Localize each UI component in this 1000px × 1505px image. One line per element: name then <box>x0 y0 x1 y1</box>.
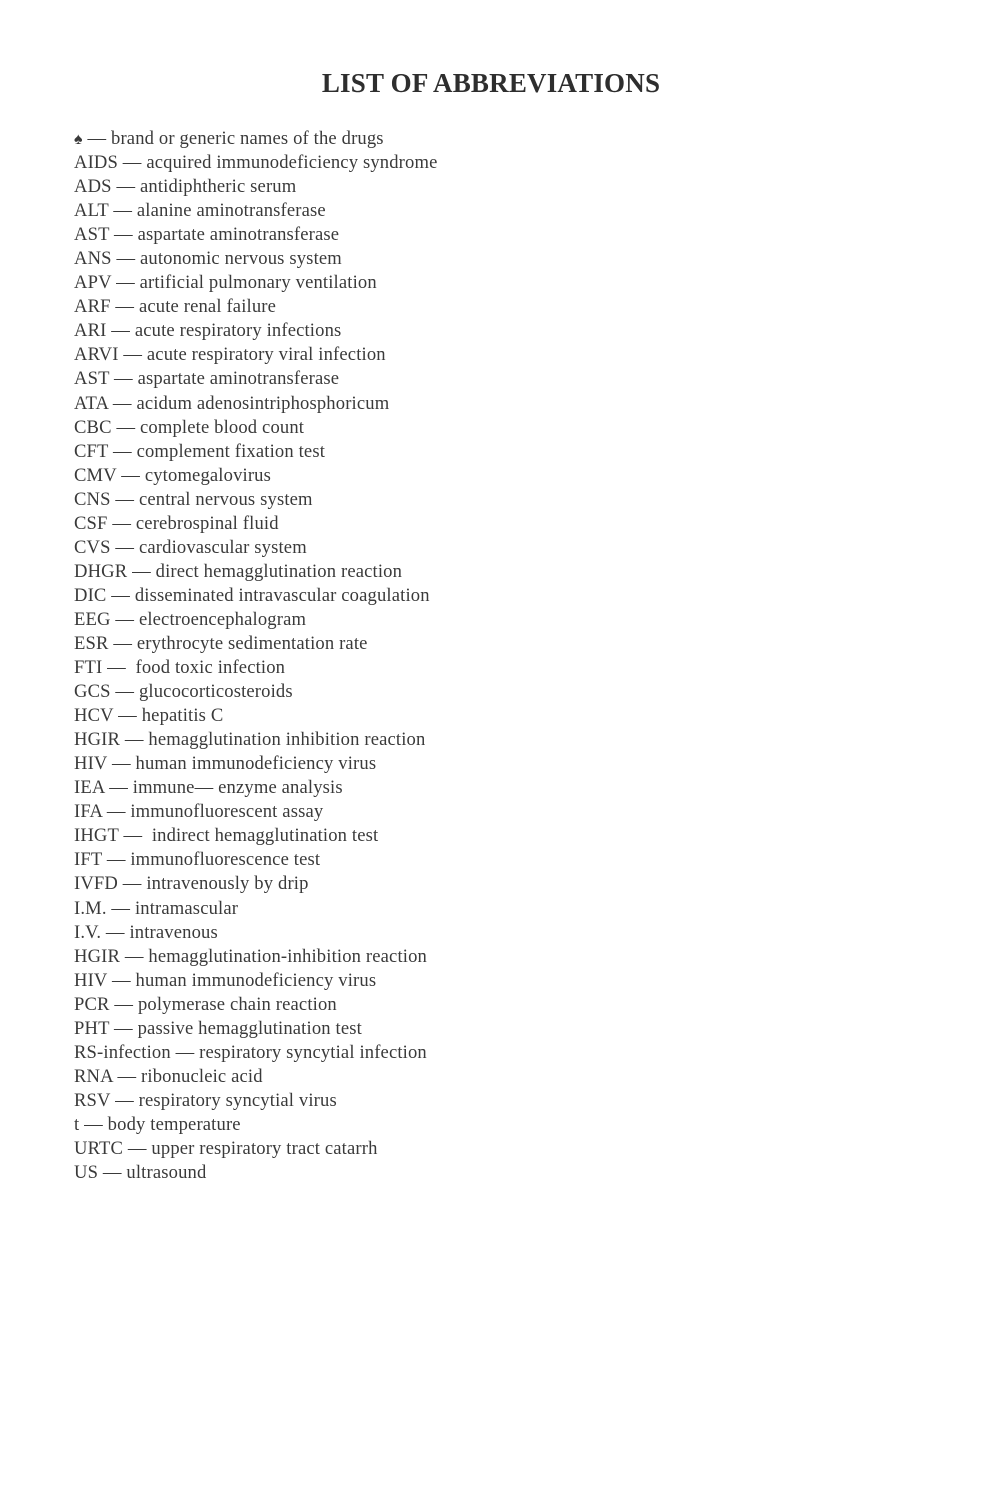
abbreviation-term: CNS <box>74 488 111 510</box>
abbreviation-entry <box>74 752 438 776</box>
abbreviation-entry <box>74 1017 438 1041</box>
dash-separator: — <box>98 1162 127 1184</box>
dash-separator: — <box>118 825 148 847</box>
dash-separator: — <box>82 128 111 149</box>
abbreviation-entry <box>74 608 438 632</box>
abbreviation-entry <box>74 199 438 223</box>
abbreviation-entry <box>74 1041 438 1065</box>
abbreviation-definition: antidiphtheric serum <box>140 176 297 198</box>
abbreviation-term: PCR <box>74 993 110 1015</box>
abbreviation-entry <box>74 993 438 1017</box>
abbreviation-entry <box>74 897 438 921</box>
abbreviation-definition: complement fixation test <box>136 440 326 462</box>
abbreviation-entry <box>74 440 438 464</box>
abbreviation-definition: intravenous <box>129 921 218 943</box>
abbreviation-entry <box>74 800 438 824</box>
abbreviation-term: IVFD <box>74 873 118 895</box>
abbreviation-definition: cardiovascular system <box>138 536 307 558</box>
abbreviation-term: CMV <box>74 464 117 486</box>
dash-separator: — <box>127 560 156 582</box>
abbreviation-entry <box>74 969 438 993</box>
abbreviation-term: HCV <box>74 705 114 727</box>
abbreviation-term: ARF <box>74 296 111 318</box>
page-title: LIST OF ABBREVIATIONS <box>321 68 661 99</box>
abbreviation-entry <box>74 872 438 896</box>
abbreviation-term: CBC <box>74 416 112 438</box>
abbreviation-entry <box>74 127 438 151</box>
abbreviation-term: ESR <box>74 632 109 654</box>
abbreviation-definition: disseminated intravascular coagulation <box>134 584 430 606</box>
abbreviation-term: DIC <box>74 584 107 606</box>
abbreviation-term: US <box>74 1162 99 1184</box>
dash-separator: — <box>107 512 136 534</box>
abbreviation-term: FTI <box>74 657 103 679</box>
abbreviation-term: HGIR <box>74 945 121 967</box>
abbreviation-definition: indirect hemagglutination test <box>147 825 379 847</box>
abbreviation-definition: direct hemagglutination reaction <box>155 560 403 582</box>
dash-separator: — <box>104 777 133 799</box>
abbreviation-definition: electroencephalogram <box>138 608 307 630</box>
abbreviation-entry <box>74 1065 438 1089</box>
abbreviation-definition: acute respiratory viral infection <box>146 344 386 366</box>
abbreviation-definition: polymerase chain reaction <box>137 993 337 1015</box>
abbreviation-entry <box>74 247 438 271</box>
abbreviation-term: CVS <box>74 536 111 558</box>
dash-separator: — <box>118 152 147 174</box>
abbreviation-definition: cerebrospinal fluid <box>135 512 279 534</box>
abbreviation-entry <box>74 704 438 728</box>
abbreviation-definition: aspartate aminotransferase <box>137 368 340 390</box>
abbreviation-definition: artificial pulmonary ventilation <box>139 272 377 294</box>
abbreviation-definition: complete blood count <box>140 416 305 438</box>
abbreviation-entry <box>74 512 438 536</box>
abbreviation-term: ADS <box>74 176 112 198</box>
abbreviation-entry <box>74 416 438 440</box>
abbreviation-definition: central nervous system <box>138 488 313 510</box>
dash-separator: — <box>110 681 139 703</box>
abbreviation-term: HIV <box>74 969 108 991</box>
abbreviation-definition: respiratory syncytial virus <box>138 1089 337 1111</box>
abbreviation-entry <box>74 295 438 319</box>
abbreviation-term: RS-infection <box>74 1041 171 1063</box>
dash-separator: — <box>107 969 136 991</box>
dash-separator: — <box>101 921 130 943</box>
abbreviation-term: GCS <box>74 681 111 703</box>
abbreviation-term: I.M. <box>74 897 107 919</box>
abbreviation-term: ARVI <box>74 344 119 366</box>
abbreviation-entry <box>74 151 438 175</box>
dash-separator: — <box>109 993 138 1015</box>
abbreviation-definition: human immunodeficiency virus <box>135 969 377 991</box>
dash-separator: — <box>109 1017 138 1039</box>
abbreviation-entry <box>74 632 438 656</box>
abbreviation-term: AST <box>74 224 110 246</box>
abbreviation-list <box>74 127 438 1185</box>
dash-separator: — <box>112 1065 142 1087</box>
abbreviation-term: IFA <box>74 801 103 823</box>
abbreviation-definition: food toxic infection <box>130 657 286 679</box>
dash-separator: — <box>116 464 145 486</box>
dash-separator: — <box>108 440 137 462</box>
dash-separator: — <box>108 632 137 654</box>
dash-separator: — <box>102 801 131 823</box>
abbreviation-term: AIDS <box>74 152 118 174</box>
abbreviation-entry <box>74 223 438 247</box>
abbreviation-definition: glucocorticosteroids <box>138 681 293 703</box>
abbreviation-definition: aspartate aminotransferase <box>137 224 340 246</box>
abbreviation-term: PHT <box>74 1017 110 1039</box>
abbreviation-term: HIV <box>74 753 108 775</box>
abbreviation-term: IFT <box>74 849 103 871</box>
dash-separator: — <box>170 1041 200 1063</box>
abbreviation-definition: hemagglutination inhibition reaction <box>148 729 426 751</box>
abbreviation-entry <box>74 319 438 343</box>
abbreviation-term: EEG <box>74 608 111 630</box>
abbreviation-term: CSF <box>74 512 108 534</box>
abbreviation-definition: hepatitis C <box>141 705 224 727</box>
abbreviation-definition: brand or generic names of the drugs <box>111 128 384 149</box>
dash-separator: — <box>113 705 142 727</box>
dash-separator: — <box>123 1137 152 1159</box>
abbreviation-entry <box>74 680 438 704</box>
abbreviation-definition: passive hemagglutination test <box>137 1017 362 1039</box>
abbreviation-definition: intramascular <box>134 897 239 919</box>
abbreviation-definition: acute respiratory infections <box>134 320 342 342</box>
abbreviation-entry <box>74 392 438 416</box>
dash-separator: — <box>111 416 140 438</box>
dash-separator: — <box>106 584 135 606</box>
dash-separator: — <box>107 753 136 775</box>
abbreviation-term: ALT <box>74 200 109 222</box>
abbreviation-term: AST <box>74 368 110 390</box>
abbreviation-term: RSV <box>74 1089 111 1111</box>
abbreviation-entry <box>74 728 438 752</box>
abbreviation-term: APV <box>74 272 112 294</box>
abbreviation-entry <box>74 945 438 969</box>
abbreviation-definition: ultrasound <box>126 1162 207 1184</box>
abbreviation-definition: acquired immunodeficiency syndrome <box>146 152 438 174</box>
abbreviation-definition: body temperature <box>107 1113 241 1135</box>
abbreviation-definition: autonomic nervous system <box>140 248 342 270</box>
abbreviation-entry <box>74 464 438 488</box>
abbreviation-term: IHGT <box>74 825 119 847</box>
dash-separator: — <box>102 849 131 871</box>
abbreviation-definition: acidum adenosintriphosphoricum <box>136 392 390 414</box>
dash-separator: — <box>108 392 137 414</box>
dash-separator: — <box>106 320 135 342</box>
abbreviation-definition: immunofluorescence test <box>130 849 321 871</box>
abbreviation-entry <box>74 656 438 680</box>
abbreviation-entry <box>74 488 438 512</box>
abbreviation-definition: immunofluorescent assay <box>130 801 324 823</box>
dash-separator: — <box>110 1089 139 1111</box>
dash-separator: — <box>106 897 135 919</box>
abbreviation-term: IEA <box>74 777 105 799</box>
dash-separator: — <box>118 344 147 366</box>
abbreviation-term: URTC <box>74 1137 124 1159</box>
dash-separator: — <box>110 536 139 558</box>
abbreviation-entry <box>74 560 438 584</box>
abbreviation-entry <box>74 367 438 391</box>
abbreviation-entry <box>74 271 438 295</box>
dash-separator: — <box>120 729 149 751</box>
abbreviation-entry <box>74 175 438 199</box>
abbreviation-term: RNA <box>74 1065 113 1087</box>
abbreviation-term: ANS <box>74 248 112 270</box>
abbreviation-term: HGIR <box>74 729 121 751</box>
dash-separator: — <box>109 368 138 390</box>
abbreviation-definition: upper respiratory tract catarrh <box>151 1137 378 1159</box>
abbreviation-entry <box>74 1161 438 1185</box>
abbreviation-definition: respiratory syncytial infection <box>199 1041 427 1063</box>
abbreviation-entry <box>74 1137 438 1161</box>
abbreviation-definition: cytomegalovirus <box>144 464 272 486</box>
abbreviation-definition: ribonucleic acid <box>141 1065 263 1087</box>
dash-separator: — <box>120 945 149 967</box>
abbreviation-term: ARI <box>74 320 107 342</box>
dash-separator: — <box>108 200 137 222</box>
abbreviation-definition: immune— enzyme analysis <box>132 777 343 799</box>
abbreviation-definition: alanine aminotransferase <box>136 200 326 222</box>
abbreviation-term: CFT <box>74 440 109 462</box>
abbreviation-entry <box>74 343 438 367</box>
abbreviation-entry <box>74 1089 438 1113</box>
dash-separator: — <box>109 224 138 246</box>
dash-separator: — <box>110 296 139 318</box>
spade-icon: ♠ <box>74 131 83 148</box>
dash-separator: — <box>111 176 140 198</box>
abbreviation-entry <box>74 1113 438 1137</box>
dash-separator: — <box>111 248 140 270</box>
abbreviation-entry <box>74 776 438 800</box>
dash-separator: — <box>110 488 139 510</box>
abbreviation-term: ATA <box>74 392 109 414</box>
dash-separator: — <box>118 873 147 895</box>
abbreviation-entry <box>74 824 438 848</box>
abbreviation-entry <box>74 536 438 560</box>
dash-separator: — <box>110 608 139 630</box>
dash-separator: — <box>79 1113 108 1135</box>
abbreviation-definition: human immunodeficiency virus <box>135 753 377 775</box>
abbreviation-term: DHGR <box>74 560 128 582</box>
dash-separator: — <box>111 272 140 294</box>
dash-separator: — <box>102 657 131 679</box>
abbreviation-definition: intravenously by drip <box>146 873 309 895</box>
abbreviation-term: t <box>74 1113 80 1135</box>
abbreviation-entry <box>74 921 438 945</box>
abbreviation-term: I.V. <box>74 921 102 943</box>
abbreviation-definition: acute renal failure <box>138 296 277 318</box>
abbreviation-entry <box>74 848 438 872</box>
abbreviation-definition: hemagglutination-inhibition reaction <box>148 945 427 967</box>
abbreviation-entry <box>74 584 438 608</box>
abbreviation-definition: erythrocyte sedimentation rate <box>136 632 368 654</box>
